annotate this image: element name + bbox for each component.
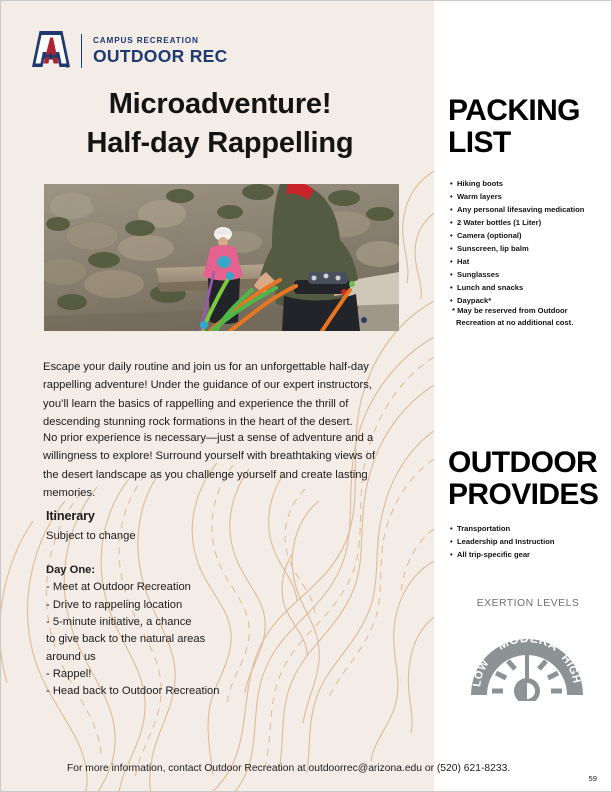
hero-photo (44, 184, 399, 331)
intro-paragraph-1: Escape your daily routine and join us for an unforgettable half-day rappelling adventure! Under the guidance of our expert instructors, you’ll learn the basics of rappelling and experience the thrill of descending stunning rock formations in the heart of the desert. (43, 361, 372, 428)
exertion-gauge-icon (463, 617, 591, 701)
itinerary-heading: Itinerary (46, 509, 95, 523)
intro-paragraph-2: No prior experience is necessary—just a sense of adventure and a willingness to explore! Surround yourself with breathtaking views of the desert landscape as you challenge yourself and create lasting memories. (43, 432, 376, 499)
list-item: • Daypack* (450, 294, 610, 307)
itinerary-list (46, 579, 296, 701)
list-item: • 2 Water bottles (1 Liter) (450, 216, 610, 229)
list-item: • Leadership and Instruction (450, 535, 610, 548)
list-item: • Lunch and snacks (450, 281, 610, 294)
title-line-2: Half-day Rappelling (86, 126, 354, 159)
logo-title: OUTDOOR REC (93, 45, 228, 66)
outdoor-provides-list (450, 522, 610, 561)
list-item: • Sunscreen, lip balm (450, 242, 610, 255)
title-line-1: Microadventure! (108, 88, 332, 120)
list-item: - Head back to Outdoor Recreation (46, 685, 220, 698)
list-item: - Meet at Outdoor Recreation (46, 581, 191, 594)
outdoor-provides-heading: OUTDOOR PROVIDES (448, 446, 599, 512)
logo-kicker: CAMPUS RECREATION (93, 35, 199, 45)
itinerary-subheading: Subject to change (46, 529, 136, 542)
arizona-block-a-icon (31, 30, 71, 72)
gauge-label-low: LOW (471, 657, 492, 688)
gauge-label-moderate: MODERA (495, 631, 561, 654)
list-item: - Drive to rappeling location (46, 598, 183, 611)
itinerary-section (46, 507, 296, 701)
list-item: • Transportation (450, 522, 610, 535)
gauge-label-high: HIGH (558, 652, 583, 685)
list-item: • Hiking boots (450, 177, 610, 190)
itinerary-day-label: Day One: (46, 563, 96, 576)
list-item: • Sunglasses (450, 268, 610, 281)
exertion-levels-label: EXERTION LEVELS (476, 598, 580, 609)
footer-contact-text: For more information, contact Outdoor Recreation at outdoorrec@arizona.edu or (520) 621-8233. (67, 763, 511, 774)
packing-list (450, 177, 610, 307)
brand-logo (31, 29, 228, 73)
logo-wordmark (93, 37, 228, 66)
packing-list-footnote: * May be reserved from Outdoor Recreation at no additional cost. (452, 306, 574, 328)
list-item: - Rappel! (46, 668, 92, 681)
list-item: • All trip-specific gear (450, 548, 610, 561)
list-item: • Hat (450, 255, 610, 268)
page-number: 59 (588, 774, 597, 783)
list-item: • Any personal lifesaving medication (450, 203, 610, 216)
list-item: - 5-minute initiative, a chance to give back to the natural areas around us (46, 615, 206, 663)
page-title (25, 85, 415, 162)
logo-divider (81, 34, 82, 68)
list-item: • Camera (optional) (450, 229, 610, 242)
list-item: • Warm layers (450, 190, 610, 203)
packing-list-heading: PACKING LIST (448, 94, 580, 160)
